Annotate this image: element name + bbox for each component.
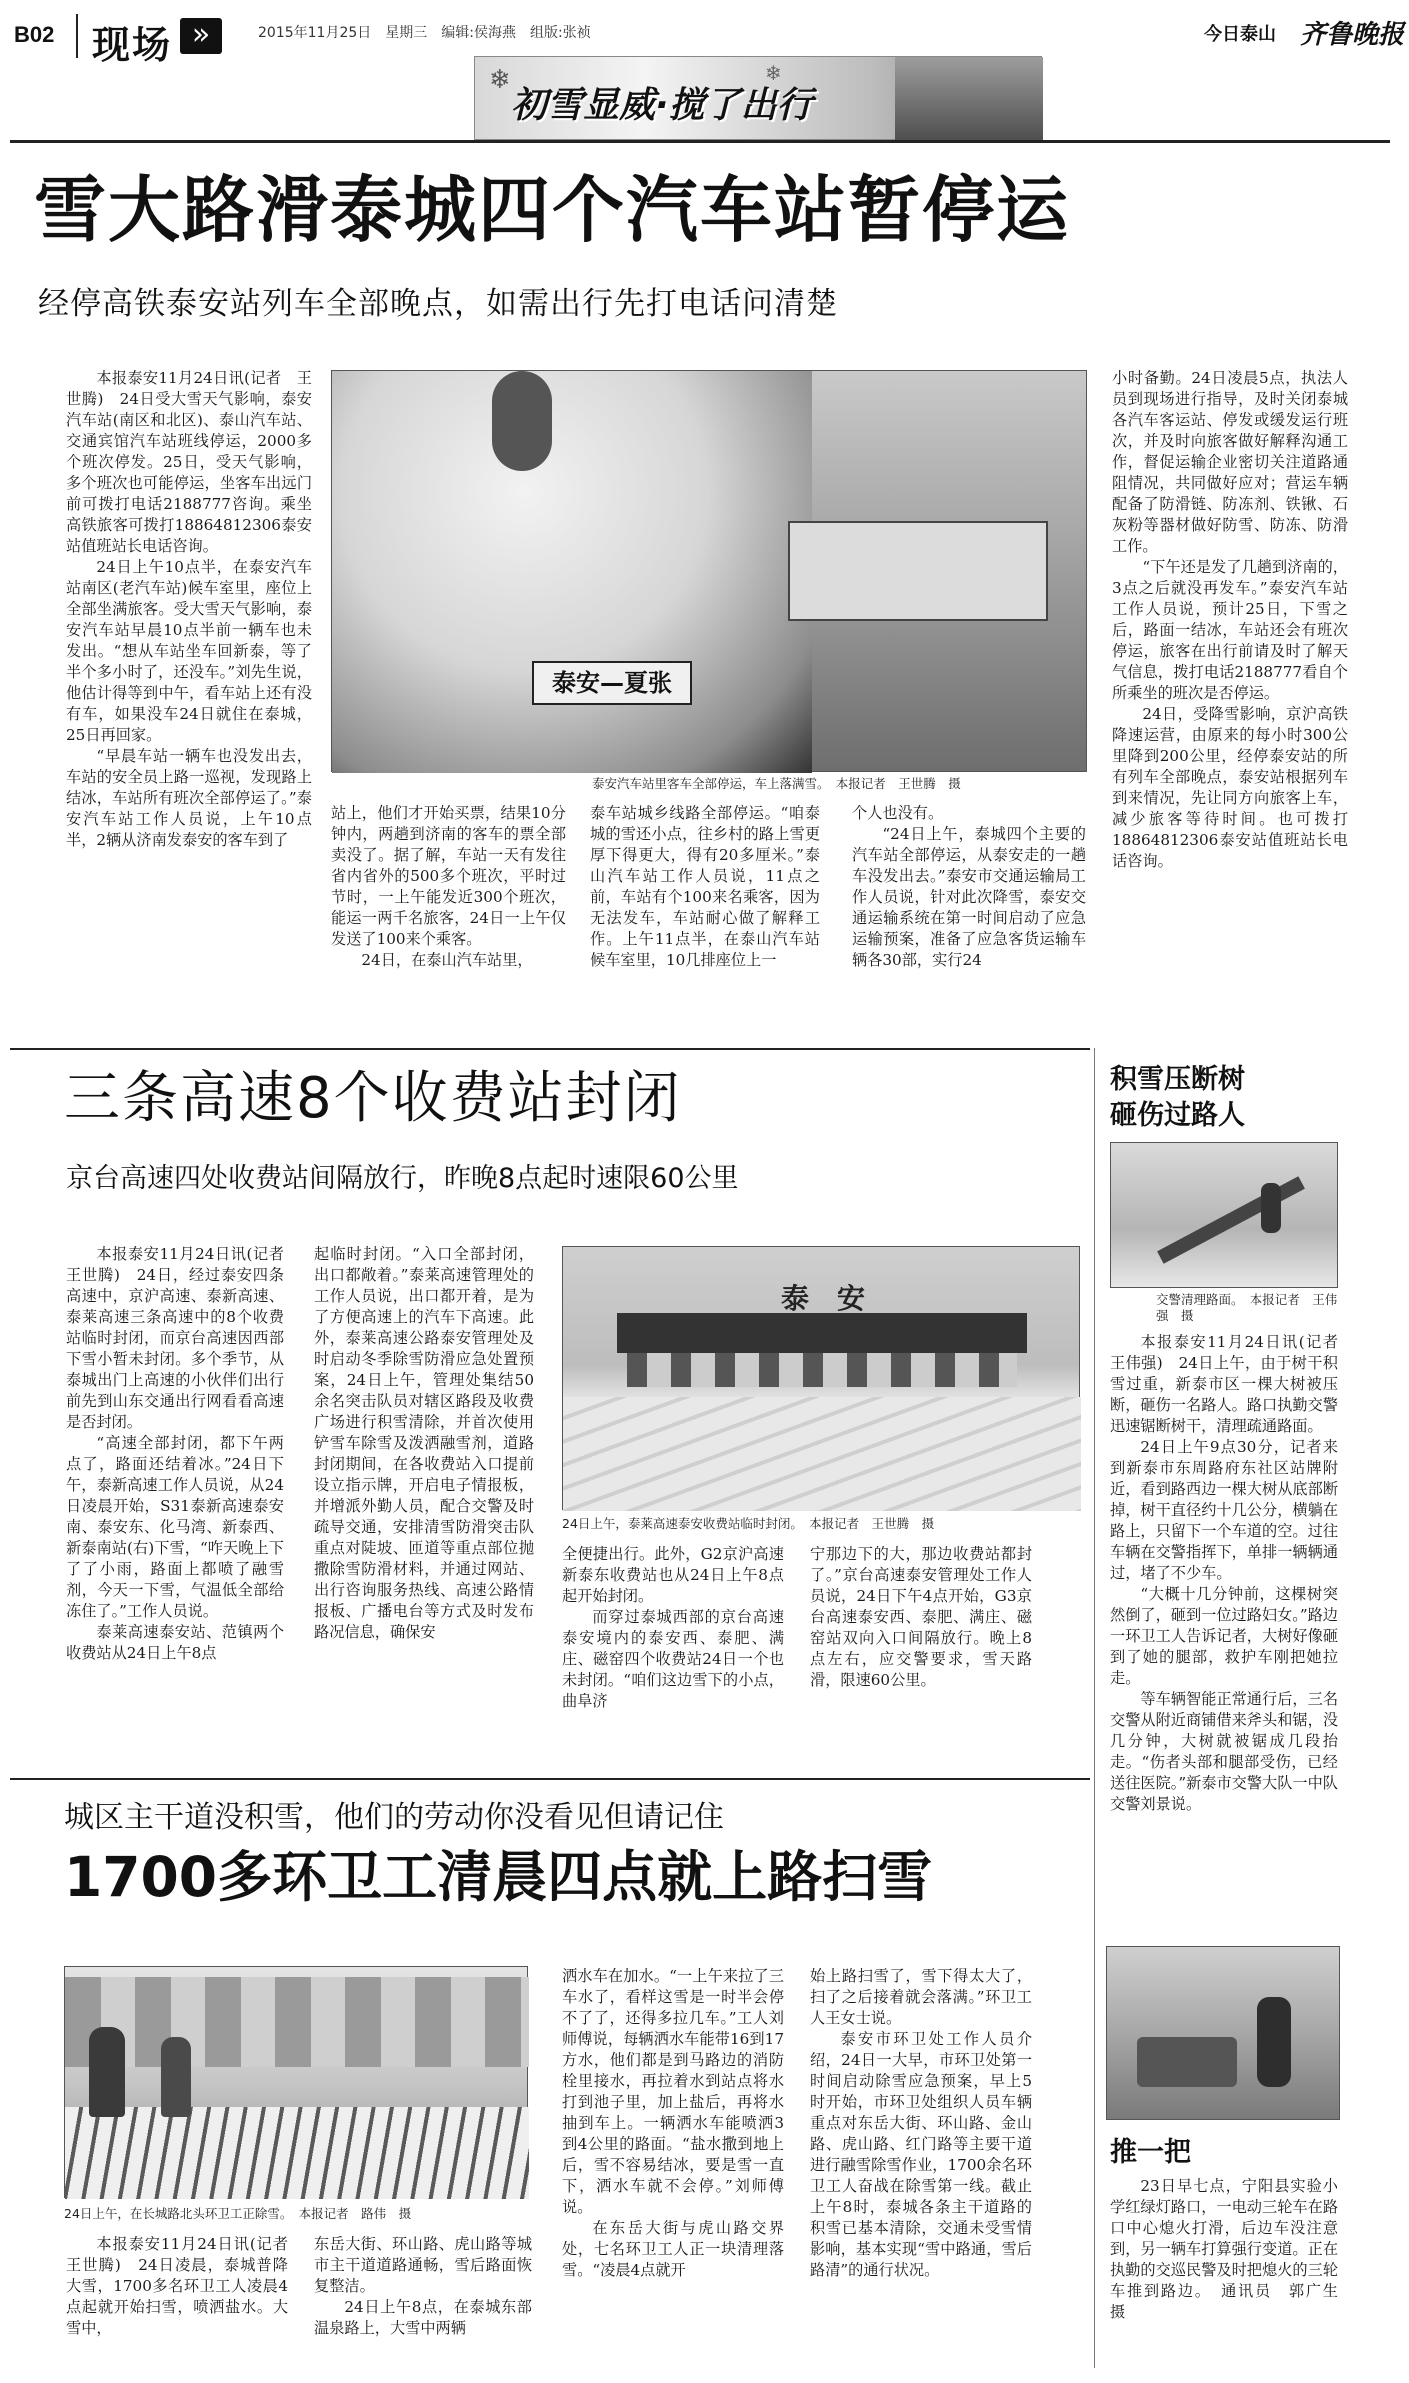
bus-windshield xyxy=(332,371,812,773)
buildings xyxy=(65,1977,529,2067)
page-header xyxy=(0,0,1409,150)
section-divider xyxy=(10,1778,1090,1780)
story2-paragraph: 本报泰安11月24日讯(记者 王世腾) 24日，经过泰安四条高速中，京沪高速、泰新高速、泰莱高速三条高速中的8个收费站临时封闭，而京台高速因西部下雪小暂未封闭。多个季节，从泰城出门上高速的小伙伴们出行前先到山东交通出行网看看高速是否封闭。 xyxy=(66,1245,300,1431)
story1-paragraph: 个人也没有。 xyxy=(852,804,944,822)
banner-image xyxy=(474,56,1042,140)
page-number: B02 xyxy=(14,22,55,47)
story3-col2 xyxy=(314,2234,532,2374)
story1-paragraph: 站上，他们才开始买票，结果10分钟内，两趟到济南的客车的票全部卖没了。据了解，车站一天有发往省内省外的500多个班次，平时过节时，一上午能发近300个班次，能运一两千名旅客，24日一上午仅发送了100来个乘客。 xyxy=(331,804,566,948)
story1-col2 xyxy=(331,803,566,1013)
story1-paragraph: “下午还是发了几趟到济南的，3点之后就没再发车。”泰安汽车站工作人员说，预计25日，下雪之后，路面一结冰，车站还会有班次停运，旅客在出行前请及时了解天气信息，拨打电话2188777看自个所乘坐的班次是否停运。 xyxy=(1112,558,1348,702)
side1-photo-caption: 交警清理路面。 本报记者 王伟强 摄 xyxy=(1156,1292,1338,1323)
side1-paragraph: “大概十几分钟前，这棵树突然倒了，砸到一位过路妇女。”路边一环卫工人告诉记者，大树好像砸到了她的腿部，救护车刚把她拉走。 xyxy=(1110,1585,1338,1687)
story1-paragraph: 小时备勤。24日凌晨5点，执法人员到现场进行指导，及时关闭泰城各汽车客运站、停发或缓发运行班次，并及时向旅客做好解释沟通工作，督促运输企业密切关注道路通阻情况，共同做好应对；营运车辆配备了防滑链、防冻剂、铁锹、石灰粉等器材做好防雪、防冻、防滑工作。 xyxy=(1112,369,1348,555)
story3-paragraph: 本报泰安11月24日讯(记者 王世腾) 24日凌晨，泰城普降大雪，1700多名环卫工人凌晨4点起就开始扫雪，喷洒盐水。大雪中， xyxy=(66,2235,304,2337)
banner-photo xyxy=(895,57,1043,141)
story1-paragraph: 泰车站城乡线路全部停运。“咱泰城的雪还小点，往乡村的路上雪更厚下得更大，得有20多厘米。”泰山汽车站工作人员说，11点之前，车站有个100来名乘客，因为无法发车，车站耐心做了解释工作。上午11点半，在泰山汽车站候车室里，10几排座位上一 xyxy=(590,804,820,969)
side1-paragraph: 等车辆智能正常通行后，三名交警从附近商铺借来斧头和锯，没几分钟，大树就被锯成几段抬走。“伤者头部和腿部受伤，已经送往医院。”新泰市交警大队一中队交警刘景说。 xyxy=(1110,1690,1338,1813)
masthead-logo: 齐鲁晚报 xyxy=(1300,20,1405,50)
banner-title: 初雪显威·搅了出行 xyxy=(511,85,813,126)
story1-col5 xyxy=(1112,368,1348,1013)
header-right-label: 今日泰山 xyxy=(1204,24,1276,45)
story1-col3 xyxy=(590,803,820,1013)
story1-paragraph: 24日，受降雪影响，京沪高铁降速运营，由原来的每小时300公里降到200公里，经停泰安站的所有列车全部晚点，泰安站根据列车到来情况，先让同方向旅客上车，减少旅客等待时间。也可拨打18864812306泰安站值班站长电话咨询。 xyxy=(1112,705,1348,870)
tree-trunk xyxy=(1157,1176,1305,1263)
story2-paragraph: 泰莱高速泰安站、范镇两个收费站从24日上午8点 xyxy=(66,1623,284,1662)
officer-figure xyxy=(1257,1997,1291,2087)
story2-paragraph: 起临时封闭。“入口全部封闭，出口都敞着。”泰莱高速管理处的工作人员说，出口都开着，是为了方便高速上的汽车下高速。此外，泰莱高速公路泰安管理处及时启动冬季除雪防滑应急处置预案，24日上午，管理处集结50余名突击队员对辖区路段及收费广场进行积雪清除，并首次使用铲雪车除雪及泼洒融雪剂，道路封闭期间，在各收费站入口提前设立指示牌，开启电子情报板，并增派外勤人员，配合交警及时疏导交通，安排清雪防滑突击队重点对陡坡、匝道等重点部位抛撒除雪防滑材料，并通过网站、出行咨询服务热线、高速公路情报板、广播电台等方式及时发布路况信息，确保安 xyxy=(314,1245,534,1641)
snowflake-icon: ❄ xyxy=(765,61,782,85)
story3-photo-street xyxy=(64,1966,528,2198)
story3-kicker: 城区主干道没积雪，他们的劳动你没看见但请记住 xyxy=(64,1800,724,1835)
story1-photo-bus xyxy=(331,370,1087,772)
story3-paragraph: 东岳大街、环山路、虎山路等城市主干道道路通畅，雪后路面恢复整洁。 xyxy=(314,2235,532,2295)
story2-paragraph: 而穿过泰城西部的京台高速泰安境内的泰安西、泰肥、满庄、磁窑四个收费站24日一个也未封闭。“咱们这边雪下的小点，曲阜济 xyxy=(562,1608,784,1710)
header-meta: 2015年11月25日 星期三 编辑:侯海燕 组版:张祯 xyxy=(258,25,591,41)
story2-subhead: 京台高速四处收费站间隔放行，昨晚8点起时速限60公里 xyxy=(66,1163,739,1194)
toll-booths xyxy=(627,1353,1017,1387)
story1-paragraph: 24日，在泰山汽车站里， xyxy=(361,951,533,969)
story2-paragraph: “高速全部封闭，都下午两点了，路面还结着冰。”24日下午，泰新高速工作人员说，从24日凌晨开始，S31泰新高速泰安南、泰安东、化马湾、新泰西、新泰南站(右)下雪，“咋天晚上下了了小雨，路面上都喷了融雪剂，今天一下雪，气温低全部给冻住了。”工作人员说。 xyxy=(66,1434,284,1620)
side2-photo-push xyxy=(1106,1946,1340,2120)
story2-headline: 三条高速8个收费站封闭 xyxy=(64,1066,682,1131)
story1-paragraph: “24日上午，泰城四个主要的汽车站全部停运，从泰安走的一趟车没发出去。”泰安市交通运输局工作人员说，针对此次降雪，泰安交通运输系统在第一时间启动了应急运输预案，准备了应急客货运输车辆各30部，实行24 xyxy=(852,825,1086,969)
toll-canopy xyxy=(617,1313,1027,1353)
side2-body xyxy=(1110,2176,1354,2376)
story1-photo-caption: 泰安汽车站里客车全部停运，车上落满雪。 本报记者 王世腾 摄 xyxy=(592,776,961,791)
story2-paragraph: 宁那边下的大，那边收费站都封了。”京台高速泰安管理处工作人员说，24日下午4点开始，G3京台高速泰安西、泰肥、满庄、磁窑站双向入口间隔放行。晚上8点左右，应交警要求，雪天路滑，限速60公里。 xyxy=(810,1545,1032,1689)
destination-sign: 泰安—夏张 xyxy=(532,661,692,705)
tricycle xyxy=(1137,2037,1237,2087)
story3-paragraph: 24日上午8点，在泰城东部温泉路上，大雪中两辆 xyxy=(314,2298,532,2337)
snowflake-icon: ❄ xyxy=(489,65,511,95)
story2-paragraph: 全便捷出行。此外，G2京沪高速新泰东收费站也从24日上午8点起开始封闭。 xyxy=(562,1545,784,1605)
story2-col1 xyxy=(66,1244,300,1744)
story3-col4 xyxy=(810,1966,1032,2374)
header-divider-left xyxy=(76,14,78,58)
story3-paragraph: 始上路扫雪了，雪下得太大了，扫了之后接着就会落满。”环卫工人王女士说。 xyxy=(810,1967,1032,2027)
story2-col3 xyxy=(562,1544,784,1744)
section-arrow-icon: » xyxy=(180,18,222,54)
worker-figure xyxy=(89,2027,125,2117)
story2-col2 xyxy=(314,1244,534,1744)
story3-paragraph: 泰安市环卫处工作人员介绍，24日一大早，市环卫处第一时间启动除雪应急预案，早上5时开始，市环卫处组织人员车辆重点对东岳大街、环山路、金山路、虎山路、红门路等主要干道进行融雪除雪作业，1700余名环卫工人奋战在除雪第一线。截止上午8时，泰城各条主干道路的积雪已基本清除，交通未受雪情影响，基本实现“雪中路通，雪后路清”的通行状况。 xyxy=(810,2030,1032,2279)
wiper xyxy=(492,371,552,471)
story1-paragraph: 本报泰安11月24日讯(记者 王世腾) 24日受大雪天气影响，泰安汽车站(南区和北区)、泰山汽车站、交通宾馆汽车站班线停运，2000多个班次停发。25日，受天气影响，多个班次也可能停运，坐客车出远门前可拨打电话2188777咨询。乘坐高铁旅客可拨打18864812306泰安站值班站长电话咨询。 xyxy=(66,369,312,555)
story2-photo-tollstation xyxy=(562,1246,1080,1510)
story2-col4 xyxy=(810,1544,1032,1744)
header-rule xyxy=(10,140,1390,143)
story3-photo-caption: 24日上午，在长城路北头环卫工正除雪。 本报记者 路伟 摄 xyxy=(64,2206,412,2221)
side1-photo-fallen-tree xyxy=(1110,1142,1338,1288)
story3-col3 xyxy=(562,1966,784,2374)
story1-headline: 雪大路滑泰城四个汽车站暂停运 xyxy=(34,168,1071,252)
road-snow xyxy=(65,2107,529,2199)
story1-paragraph: “早晨车站一辆车也没发出去，车站的安全员上路一巡视，发现路上结冰，车站所有班次全部停运了。”泰安汽车站工作人员说，上午10点半，2辆从济南发泰安的客车到了 xyxy=(66,747,312,849)
side2-paragraph: 23日早七点，宁阳县实验小学红绿灯路口，一电动三轮车在路口中心熄火打滑，后边车没注意到，另一辆车打算强行变道。正在执勤的交巡民警及时把熄火的三轮车推到路边。 通讯员 郭广生 摄 xyxy=(1110,2177,1354,2321)
side1-paragraph: 24日上午9点30分，记者来到新泰市东周路府东社区站牌附近，看到路西边一棵大树从底部断掉，树干直径约十几公分，横躺在路上，只留下一个车道的空。过往车辆在交警指挥下，单排一辆辆通过，堵了不少车。 xyxy=(1110,1438,1338,1582)
story1-paragraph: 24日上午10点半，在泰安汽车站南区(老汽车站)候车室里，座位上全部坐满旅客。受大雪天气影响，泰安汽车站早晨10点半前一辆车也未发出。“想从车站坐车回新泰，等了半个多小时了，还没车。”刘先生说，他估计得等到中午，看车站上还有没有车，如果没车24日就住在泰城，25日再回家。 xyxy=(66,558,312,744)
section-name: 现场 xyxy=(92,23,173,67)
side1-paragraph: 本报泰安11月24日讯(记者 王伟强) 24日上午，由于树干积雪过重，新泰市区一棵大树被压断，砸伤一名路人。路口执勤交警迅速锯断树干，清理疏通路面。 xyxy=(1110,1333,1354,1435)
side1-headline: 积雪压断树砸伤过路人 xyxy=(1110,1064,1245,1131)
story3-paragraph: 洒水车在加水。“一上午来拉了三车水了，看样这雪是一时半会停不了了，还得多拉几车。”工人刘师傅说，每辆洒水车能带16到17方水，他们都是到马路边的消防栓里接水，再拉着水到站点将水打到池子里，加上盐后，再将水抽到车上。一辆洒水车能喷洒3到4公里的路面。“盐水撒到地上后，雪不容易结冰，要是雪一直下，洒水车就不会停。”刘师傅说。 xyxy=(562,1967,784,2216)
story3-headline: 1700多环卫工清晨四点就上路扫雪 xyxy=(64,1845,933,1909)
section-divider xyxy=(10,1048,1090,1050)
parked-bus xyxy=(788,521,1048,621)
story1-subhead: 经停高铁泰安站列车全部晚点，如需出行先打电话问清楚 xyxy=(38,286,838,322)
toll-sign: 泰 安 xyxy=(780,1282,865,1315)
worker-figure xyxy=(161,2037,191,2117)
story1-col4 xyxy=(852,803,1086,1013)
side1-body xyxy=(1110,1332,1354,1912)
side2-headline: 推一把 xyxy=(1110,2137,1191,2168)
snowy-road xyxy=(563,1397,1081,1511)
story2-photo-caption: 24日上午，泰莱高速泰安收费站临时封闭。 本报记者 王世腾 摄 xyxy=(562,1516,935,1531)
story3-col1 xyxy=(66,2234,304,2374)
story3-paragraph: 在东岳大街与虎山路交界处，七名环卫工人正一块清理落雪。“凌晨4点就开 xyxy=(562,2219,784,2279)
officer-figure xyxy=(1261,1183,1281,1233)
story1-col1 xyxy=(66,368,312,1046)
sidebar-divider xyxy=(1094,1048,1095,2368)
